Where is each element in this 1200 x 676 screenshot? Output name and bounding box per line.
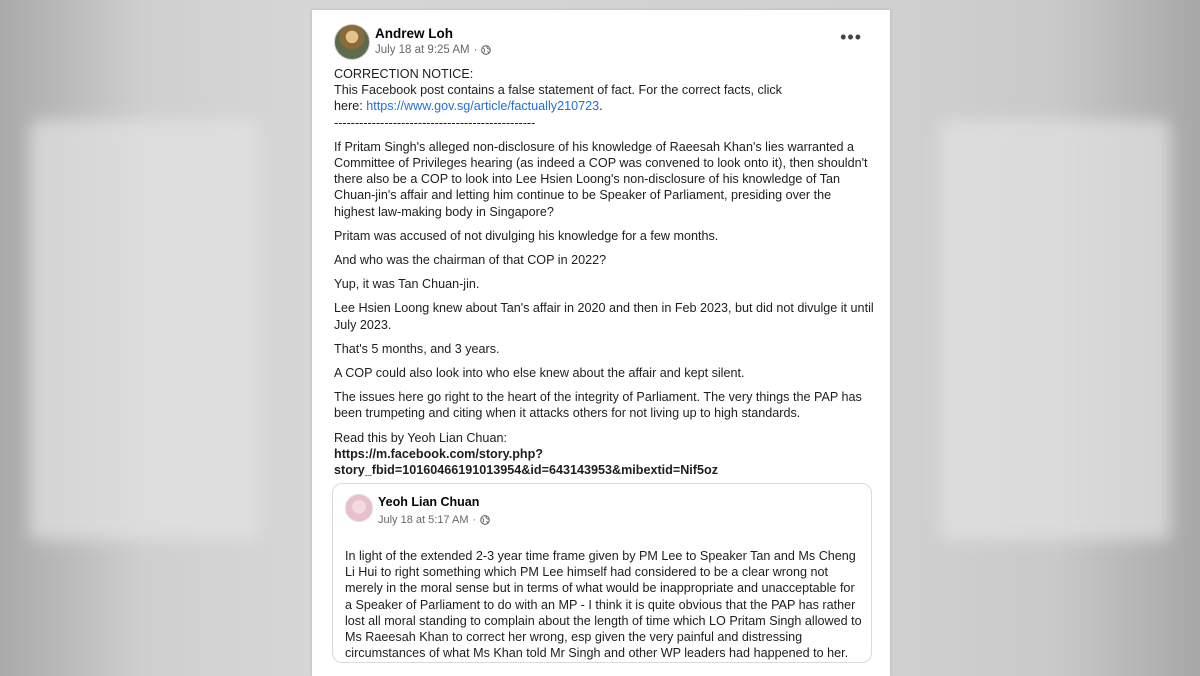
shared-post-meta	[378, 514, 490, 526]
text-divider: ------------------------------------------------	[334, 115, 536, 130]
post-paragraph: Yup, it was Tan Chuan-jin.	[334, 277, 480, 292]
shared-post-card[interactable]	[332, 483, 872, 663]
meta-separator: ·	[472, 514, 477, 526]
post-timestamp[interactable]: July 18 at 9:25 AM	[375, 44, 470, 56]
correction-line: This Facebook post contains a false statement of fact. For the correct facts, click	[334, 83, 782, 98]
shared-author-name[interactable]: Yeoh Lian Chuan	[378, 495, 480, 509]
post-paragraph: If Pritam Singh's alleged non-disclosure of his knowledge of Raeesah Khan's lies warranted a Committee of Privileges hearing (as indeed a COP was convened to look onto it), then shouldn't there also be a COP to look into Lee Hsien Loong's non-disclosure of his knowledge of Tan Chuan-jin's affair and letting him continue to be Speaker of Parliament, presiding over the highest law-making body in Singapore?	[334, 139, 868, 219]
shared-post-text: In light of the extended 2-3 year time frame given by PM Lee to Speaker Tan and Ms Cheng Li Hui to right something which PM Lee himself had considered to be a clear wrong not merely in the moral sense but in terms of what would be inappropriate and unacceptable for a Speaker of Parliament to do with an MP - I think it is quite obvious that the PAP has rather lost all moral standing to complain about the length of time which LO Pritam Singh allowed to Ms Raeesah Khan to correct her wrong, esp given the very painful and distressing circumstances of what Ms Khan told Mr Singh and other WP leaders had happened to her.	[345, 549, 862, 661]
correction-heading: CORRECTION NOTICE:	[334, 67, 474, 81]
correction-period: .	[599, 99, 603, 114]
author-avatar[interactable]	[334, 24, 370, 60]
correction-link[interactable]: https://www.gov.sg/article/factually210723	[366, 99, 600, 114]
meta-separator: ·	[473, 44, 478, 56]
shared-post-timestamp[interactable]: July 18 at 5:17 AM	[378, 514, 469, 526]
background-blur-left	[30, 120, 260, 540]
post-paragraph: And who was the chairman of that COP in 2022?	[334, 253, 607, 268]
post-paragraph: The issues here go right to the heart of the integrity of Parliament. The very things the PAP has been trumpeting and citing when it attacks others for not living up to high standards.	[334, 390, 862, 421]
shared-author-avatar[interactable]	[345, 494, 373, 522]
more-options-icon[interactable]: •••	[840, 27, 862, 47]
correction-here-label: here:	[334, 99, 363, 114]
shared-story-link-part1[interactable]: https://m.facebook.com/story.php?	[334, 446, 543, 461]
post-paragraph: A COP could also look into who else knew about the affair and kept silent.	[334, 366, 745, 381]
globe-icon	[481, 45, 491, 55]
post-meta	[375, 44, 491, 56]
author-name[interactable]: Andrew Loh	[375, 26, 453, 41]
post-paragraph: Lee Hsien Loong knew about Tan's affair in 2020 and then in Feb 2023, but did not divulge it until July 2023.	[334, 301, 874, 332]
correction-link-line	[334, 98, 874, 114]
globe-icon	[480, 515, 490, 525]
post-paragraph: Pritam was accused of not divulging his knowledge for a few months.	[334, 228, 719, 243]
background-blur-right	[940, 120, 1170, 540]
post-body	[334, 66, 874, 478]
facebook-post-card	[312, 10, 890, 676]
post-header	[334, 24, 872, 64]
read-this-label: Read this by Yeoh Lian Chuan:	[334, 430, 507, 445]
post-paragraph: That's 5 months, and 3 years.	[334, 341, 500, 356]
shared-story-link-part2[interactable]: story_fbid=10160466191013954&id=643143953&mibextid=Nif5oz	[334, 463, 718, 478]
